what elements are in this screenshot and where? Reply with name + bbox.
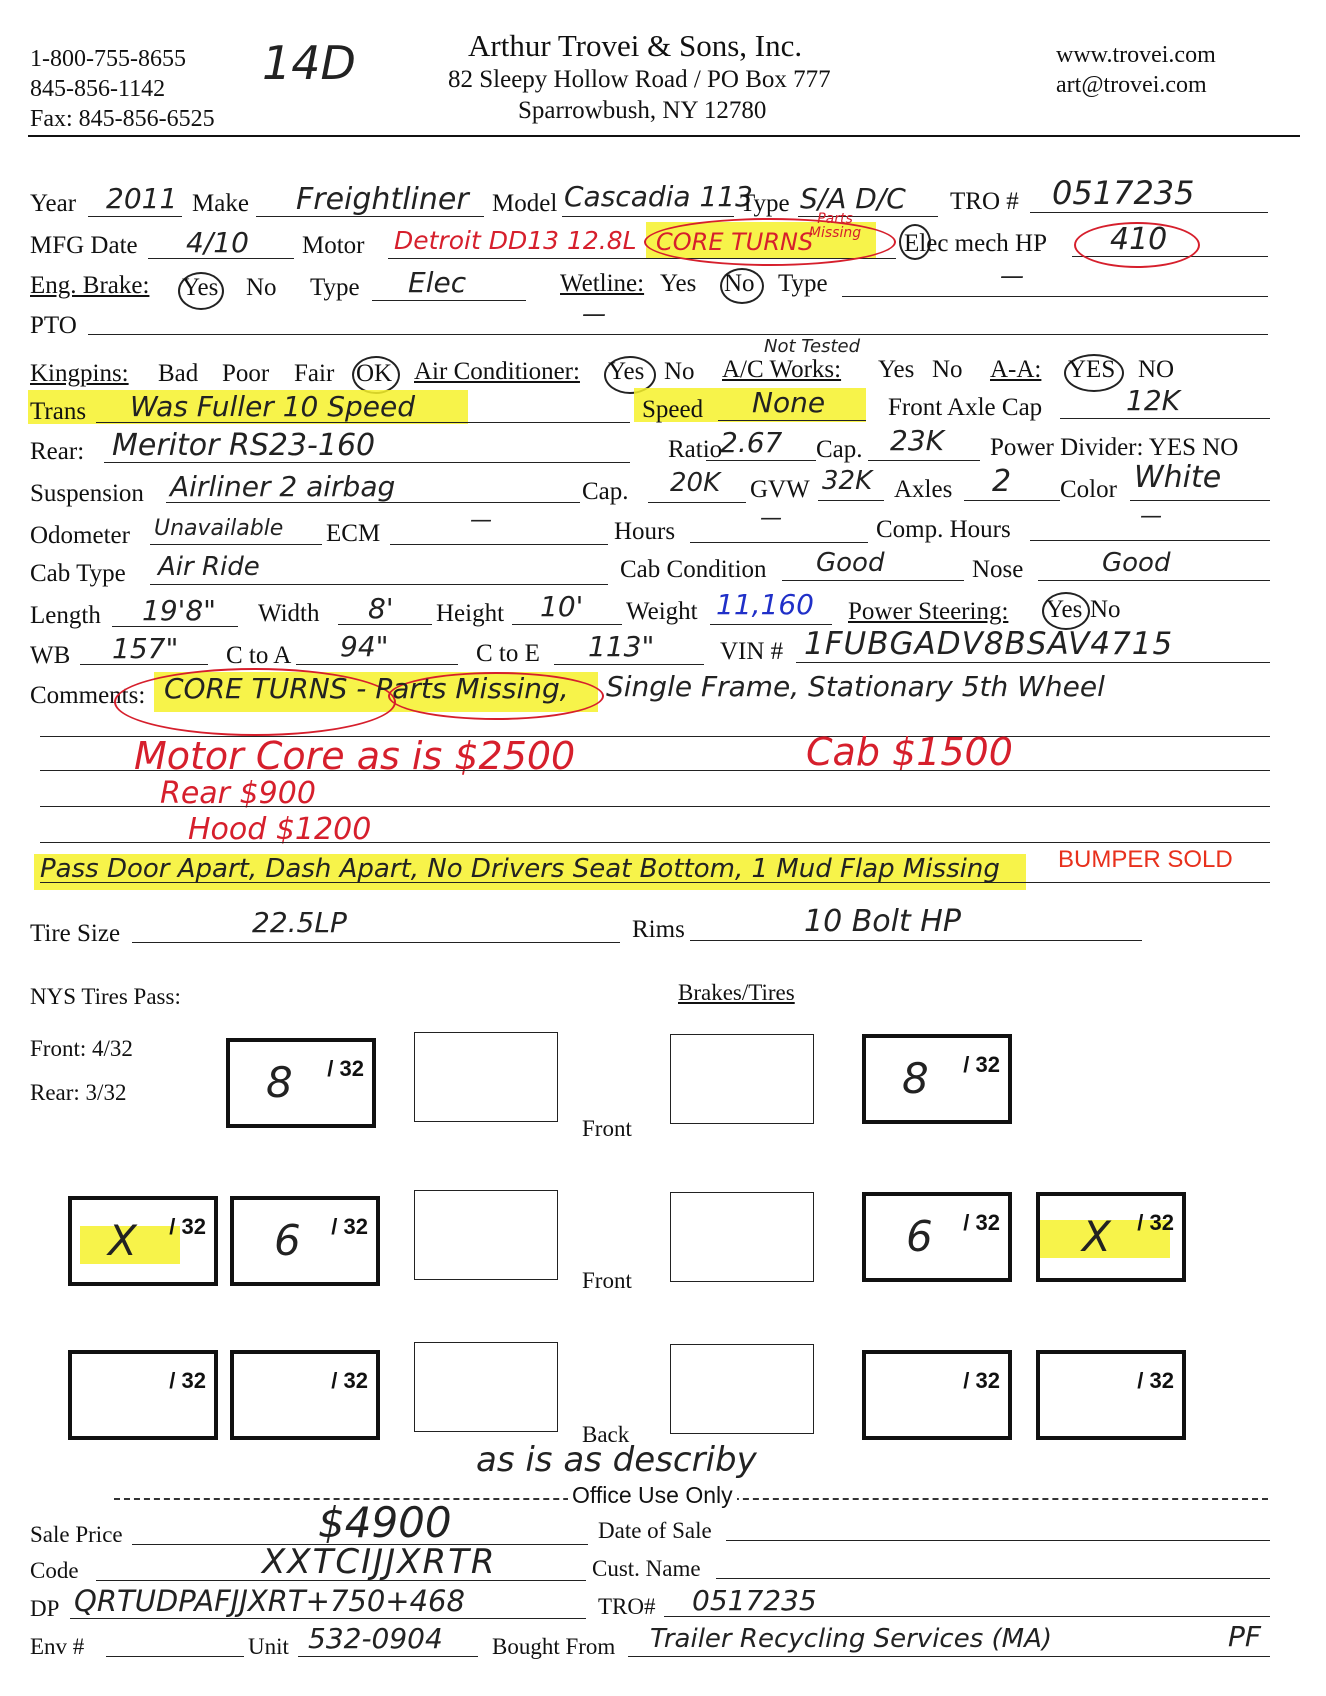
cab-condition-value: Good	[816, 548, 885, 578]
comments-label: Comments:	[30, 682, 146, 709]
ac-no: No	[664, 358, 695, 385]
nys-tires-pass-label: NYS Tires Pass:	[30, 984, 181, 1009]
front-axle-label-1: Front	[582, 1116, 632, 1141]
ac-works-yes: Yes	[878, 356, 915, 383]
bought-from-value: Trailer Recycling Services (MA)	[650, 1624, 1053, 1654]
model-label: Model	[492, 190, 558, 217]
comment-3: Rear $900	[160, 776, 316, 811]
parts-missing-note: Parts Missing	[808, 211, 862, 241]
a-a-no: NO	[1138, 356, 1175, 383]
brake-box-mid-right	[670, 1192, 814, 1282]
c-to-e-label: C to E	[476, 640, 540, 667]
sale-price-value: $4900	[318, 1498, 452, 1547]
hp-value: 410	[1110, 222, 1168, 257]
a-a-label: A-A:	[990, 356, 1042, 383]
tire-box-back-inner-left: / 32	[230, 1350, 380, 1440]
fax-number: Fax: 845-856-6525	[30, 106, 215, 132]
brake-box-mid-left	[414, 1190, 558, 1280]
company-address-1: 82 Sleepy Hollow Road / PO Box 777	[448, 66, 831, 93]
trans-label: Trans	[30, 398, 87, 425]
website: www.trovei.com	[1056, 42, 1216, 68]
rims-value: 10 Bolt HP	[804, 904, 961, 939]
eng-brake-yes: Yes	[182, 274, 219, 301]
hours-label: Hours	[614, 518, 676, 545]
cab-type-value: Air Ride	[158, 552, 260, 582]
core-turns-note: CORE TURNS	[656, 228, 814, 256]
front-axle-cap-value: 12K	[1126, 384, 1180, 417]
kingpins-label: Kingpins:	[30, 360, 129, 387]
rear-label: Rear:	[30, 438, 85, 465]
eng-brake-type-label: Type	[310, 274, 360, 301]
a-a-yes: YES	[1068, 356, 1116, 383]
speed-label: Speed	[642, 396, 704, 423]
wetline-type-value: —	[1000, 262, 1024, 290]
comment-1b: Single Frame, Stationary 5th Wheel	[606, 670, 1105, 703]
width-label: Width	[258, 600, 320, 627]
kingpins-poor: Poor	[222, 360, 270, 387]
tire-box-mid-outer-left: / 32 X	[68, 1196, 218, 1286]
pto-value: —	[582, 300, 606, 328]
tire-box-mid-outer-right: / 32 X	[1036, 1192, 1186, 1282]
vin-value: 1FUBGADV8BSAV4715	[804, 626, 1174, 662]
unit-value: 532-0904	[308, 1622, 443, 1655]
ac-yes: Yes	[608, 358, 645, 385]
elec-mech-hp-label: Elec mech HP	[904, 230, 1048, 257]
rims-label: Rims	[632, 916, 685, 943]
color-label: Color	[1060, 476, 1117, 503]
rear-cap-value: 23K	[890, 424, 944, 457]
c-to-a-label: C to A	[226, 642, 292, 669]
susp-cap-label: Cap.	[582, 478, 629, 505]
code-value: XXTCIJJXRTR	[262, 1542, 497, 1582]
cust-name-label: Cust. Name	[592, 1556, 701, 1581]
power-steering-yes: Yes	[1046, 596, 1083, 623]
comment-2a: Motor Core as is $2500	[134, 734, 576, 778]
trans-value: Was Fuller 10 Speed	[130, 390, 416, 423]
mfg-date-value: 4/10	[186, 226, 249, 259]
ratio-value: 2.67	[720, 426, 783, 459]
length-label: Length	[30, 602, 101, 629]
dp-label: DP	[30, 1596, 60, 1621]
make-label: Make	[192, 190, 249, 217]
gvw-label: GVW	[750, 476, 810, 503]
hours-value: —	[760, 506, 782, 531]
front-axle-cap-label: Front Axle Cap	[888, 394, 1043, 421]
tro-label: TRO #	[950, 188, 1019, 215]
height-label: Height	[436, 600, 505, 627]
length-value: 19'8"	[142, 594, 217, 627]
pto-label: PTO	[30, 312, 77, 339]
suspension-label: Suspension	[30, 480, 144, 507]
eng-brake-no: No	[246, 274, 277, 301]
motor-label: Motor	[302, 232, 365, 259]
eng-brake-type-value: Elec	[408, 266, 467, 299]
c-to-a-value: 94"	[340, 630, 389, 663]
brake-box-back-left	[414, 1342, 558, 1432]
dp-value: QRTUDPAFJJXRT+750+468	[74, 1584, 465, 1618]
wb-label: WB	[30, 642, 71, 669]
suspension-value: Airliner 2 airbag	[170, 470, 396, 503]
speed-value: None	[752, 386, 826, 419]
weight-label: Weight	[626, 598, 698, 625]
bumper-sold-note: BUMPER SOLD	[1058, 846, 1233, 873]
power-steering-no: No	[1090, 596, 1121, 623]
wetline-type-label: Type	[778, 270, 828, 297]
tro2-value: 0517235	[692, 1584, 817, 1617]
handwritten-code: 14D	[262, 36, 356, 90]
make-value: Freightliner	[296, 182, 469, 217]
unit-label: Unit	[248, 1634, 289, 1659]
tire-mid-inner-right-value: 6	[906, 1212, 933, 1261]
tire-box-mid-inner-right: / 32 6	[862, 1192, 1012, 1282]
width-value: 8'	[368, 592, 394, 625]
tro2-label: TRO#	[598, 1594, 656, 1619]
tire-box-front-left: / 32 8	[226, 1038, 376, 1128]
tire-front-left-value: 8	[266, 1058, 293, 1107]
tire-size-label: Tire Size	[30, 920, 121, 947]
rear-value: Meritor RS23-160	[112, 428, 376, 463]
initials: PF	[1228, 1620, 1261, 1653]
motor-value: Detroit DD13 12.8L	[394, 226, 637, 255]
ac-works-no: No	[932, 356, 963, 383]
model-value: Cascadia 113	[564, 180, 753, 213]
air-conditioner-label: Air Conditioner:	[414, 358, 580, 385]
rear-cap-label: Cap.	[816, 436, 863, 463]
tire-box-back-outer-right: / 32	[1036, 1350, 1186, 1440]
tire-box-back-outer-left: / 32	[68, 1350, 218, 1440]
axles-label: Axles	[894, 476, 953, 503]
vin-label: VIN #	[720, 638, 784, 665]
comment-5: Pass Door Apart, Dash Apart, No Drivers Seat Bottom, 1 Mud Flap Missing	[40, 854, 1000, 884]
gvw-value: 32K	[822, 466, 873, 496]
c-to-e-value: 113"	[588, 630, 655, 663]
front-tire-spec: Front: 4/32	[30, 1036, 133, 1061]
date-of-sale-label: Date of Sale	[598, 1518, 712, 1543]
tire-mid-outer-left-value: X	[108, 1216, 137, 1265]
susp-cap-value: 20K	[670, 468, 721, 498]
tire-box-mid-inner-left: / 32 6	[230, 1196, 380, 1286]
tire-mid-inner-left-value: 6	[274, 1216, 301, 1265]
tire-box-front-right: / 32 8	[862, 1034, 1012, 1124]
phone-1: 1-800-755-8655	[30, 46, 186, 72]
mfg-date-label: MFG Date	[30, 232, 138, 259]
nose-value: Good	[1102, 548, 1171, 578]
rear-tire-spec: Rear: 3/32	[30, 1080, 127, 1105]
back-axle-label: Back	[582, 1422, 630, 1447]
wb-value: 157"	[112, 632, 179, 665]
kingpins-fair: Fair	[294, 360, 335, 387]
header-divider	[28, 135, 1300, 137]
odometer-label: Odometer	[30, 522, 130, 549]
wetline-label: Wetline:	[560, 270, 645, 297]
type-value: S/A D/C	[800, 182, 906, 215]
tire-box-back-inner-right: / 32	[862, 1350, 1012, 1440]
front-axle-label-2: Front	[582, 1268, 632, 1293]
comment-2b: Cab $1500	[806, 730, 1013, 774]
bought-from-label: Bought From	[492, 1634, 616, 1659]
color-value: White	[1134, 460, 1222, 495]
weight-value: 11,160	[716, 588, 814, 621]
tire-mid-outer-right-value: X	[1082, 1212, 1111, 1261]
ratio-label: Ratio	[668, 436, 723, 463]
kingpins-bad: Bad	[158, 360, 199, 387]
brake-box-front-right	[670, 1034, 814, 1124]
year-label: Year	[30, 190, 77, 217]
env-label: Env #	[30, 1634, 85, 1659]
comp-hours-label: Comp. Hours	[876, 516, 1011, 543]
kingpins-ok: OK	[356, 360, 393, 387]
axles-value: 2	[992, 464, 1012, 499]
type-label: Type	[740, 190, 790, 217]
cab-type-label: Cab Type	[30, 560, 126, 587]
power-divider-label: Power Divider: YES NO	[990, 434, 1239, 461]
brake-box-front-left	[414, 1032, 558, 1122]
sale-price-label: Sale Price	[30, 1522, 123, 1547]
eng-brake-label: Eng. Brake:	[30, 272, 150, 299]
ecm-value: —	[470, 508, 492, 533]
power-steering-label: Power Steering:	[848, 598, 1009, 625]
year-value: 2011	[106, 182, 178, 215]
tire-front-right-value: 8	[902, 1054, 929, 1103]
code-label: Code	[30, 1558, 79, 1583]
cab-condition-label: Cab Condition	[620, 556, 767, 583]
comment-4: Hood $1200	[188, 812, 372, 847]
odometer-value: Unavailable	[154, 516, 284, 541]
wetline-yes: Yes	[660, 270, 697, 297]
as-is-note: as is as describy	[476, 1440, 757, 1480]
brakes-tires-label: Brakes/Tires	[678, 980, 795, 1005]
ac-works-label: A/C Works:	[722, 356, 842, 383]
nose-label: Nose	[972, 556, 1024, 583]
tro-value: 0517235	[1052, 174, 1195, 212]
ac-not-tested-note: Not Tested	[764, 336, 861, 357]
office-use-only-label: Office Use Only	[568, 1482, 737, 1509]
height-value: 10'	[540, 590, 584, 623]
comment-1: CORE TURNS - Parts Missing,	[164, 672, 569, 705]
email: art@trovei.com	[1056, 72, 1207, 98]
brake-box-back-right	[670, 1344, 814, 1434]
tire-size-value: 22.5LP	[252, 906, 347, 939]
phone-2: 845-856-1142	[30, 76, 166, 102]
company-name: Arthur Trovei & Sons, Inc.	[468, 28, 803, 63]
wetline-no: No	[724, 270, 755, 297]
comp-hours-value: —	[1140, 504, 1162, 529]
company-address-2: Sparrowbush, NY 12780	[518, 97, 767, 124]
ecm-label: ECM	[326, 520, 381, 547]
